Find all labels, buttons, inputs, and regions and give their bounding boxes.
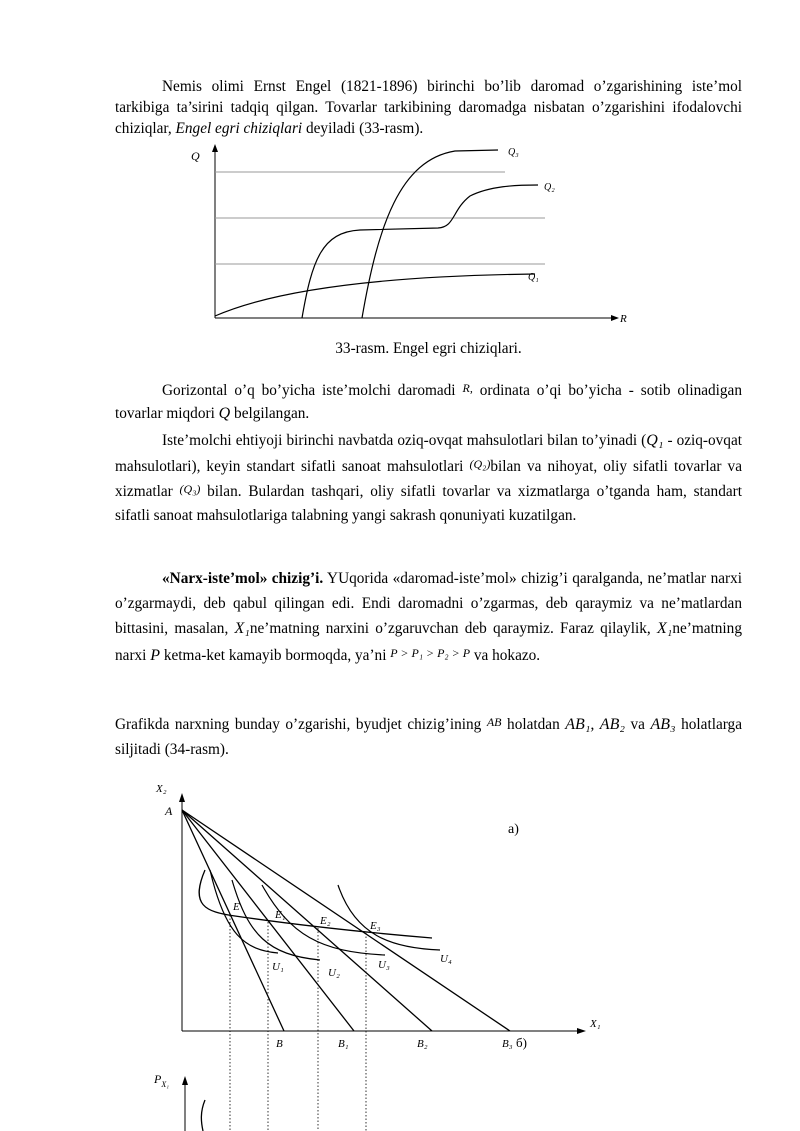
fig33-x-arrow (611, 315, 619, 321)
fig34-lower-y-label (153, 1072, 169, 1089)
fig34-intercept-b1: B₁ (338, 1038, 349, 1050)
fig34-intercept-b2: B₂ (417, 1038, 428, 1050)
fig33-label-q3: Q₃ (508, 147, 519, 158)
paragraph-engel-intro: Nemis olimi Ernst Engel (1821-1896) birinchi bo’lib daromad o’zgarishining iste’mol tarkibiga ta’sirini tadqiq qilgan. Tovarlar tarkibining daromadga nisbatan o’zgarishini ifodalovchi chiziqlar, Engel egri chiziqlari deyiladi (33-rasm). (115, 78, 742, 137)
fig34-lower-y-arrow (182, 1076, 188, 1085)
fig34-point-e2: E₂ (320, 915, 331, 927)
fig34-intercept-b3: B₃ (502, 1038, 513, 1050)
budget-line-ab3 (182, 810, 510, 1031)
fig34-point-e3: E₃ (370, 920, 381, 932)
fig34-panel-a: a) (508, 822, 519, 837)
paragraph-price-consumption: «Narx-iste’mol» chizig’i. YUqorida «daromad-iste’mol» chizig’i qaralganda, ne’matlar narxi o’zgarmaydi, deb qabul qilingan edi. Endi daromadni o’zgarmas, deb qaraymiz va ne’matlardan bittasini, masalan, X₁ne’matning narxini o’zgaruvchan deb qaraymiz. Faraz qilaylik, X₁ne’matning narxi P ketma-ket kamayib bormoqda, ya’ni P > P₁ > P₂ > P va hokazo. (115, 570, 742, 664)
figure-34-price-consumption (0, 760, 800, 1131)
fig34-y-arrow (179, 793, 185, 802)
fig34-x-label: X₁ (590, 1018, 601, 1030)
fig34-x-arrow (577, 1028, 586, 1034)
paragraph-budget-shift: Grafikda narxning bunday o’zgarishi, byudjet chizig’ining AB holatdan AB₁, AB₂ va AB₃ holatlarga siljitadi (34-rasm). (115, 715, 742, 758)
paragraph-consumer-needs: Iste’molchi ehtiyoji birinchi navbatda oziq-ovqat mahsulotlari bilan to’yinadi (Q₁ - oziq-ovqat mahsulotlari), keyin standart sifatli sanoat mahsulotlari (Q₂)bilan va nihoyat, oliy sifatli tovarlar va xizmatlar (Q₃) bilan. Bulardan tashqari, oliy sifatli tovarlar va xizmatlarga o’tganda ham, standart sifatli sanoat mahsulotlariga talabning yangi sakrash qonuniyati kuzatilgan. (115, 432, 742, 524)
fig34-curve-u4: U₄ (440, 953, 452, 965)
fig34-curve-u1: U₁ (272, 961, 284, 973)
figure-33-caption: 33-rasm. Engel egri chiziqlari. (335, 340, 522, 357)
demand-curve (201, 1100, 205, 1131)
indifference-curve-u4 (338, 885, 440, 950)
fig34-origin-label: A (165, 804, 173, 818)
fig34-y-label: X₂ (156, 783, 167, 795)
fig33-x-label: R (620, 313, 627, 325)
fig34-lower-y-label-sub: X₁ (161, 1080, 170, 1089)
fig34-intercept-b: B (276, 1038, 283, 1050)
fig34-panel-b: б) (516, 1035, 527, 1050)
fig34-lower-y-label-main: P (154, 1072, 162, 1086)
fig33-label-q1: Q₁ (528, 272, 539, 283)
fig33-y-arrow (212, 144, 218, 152)
fig33-curve-q3 (362, 150, 498, 318)
figure-33-engel-curves (0, 0, 800, 340)
budget-line-ab2 (182, 810, 432, 1031)
fig33-curve-q2 (302, 185, 538, 318)
paragraph-axes: Gorizontal o’q bo’yicha iste’molchi daromadi R, ordinata o’qi bo’yicha - sotib olinadigan tovarlar miqdori Q belgilangan. (115, 381, 742, 422)
fig34-point-e: E (233, 901, 240, 913)
fig34-curve-u3: U₃ (378, 959, 390, 971)
fig34-point-e1: E₁ (275, 909, 286, 921)
fig34-curve-u2: U₂ (328, 967, 340, 979)
fig33-y-label: Q (191, 149, 200, 163)
fig33-curve-q1 (215, 274, 535, 316)
fig33-label-q2: Q₂ (544, 182, 555, 193)
